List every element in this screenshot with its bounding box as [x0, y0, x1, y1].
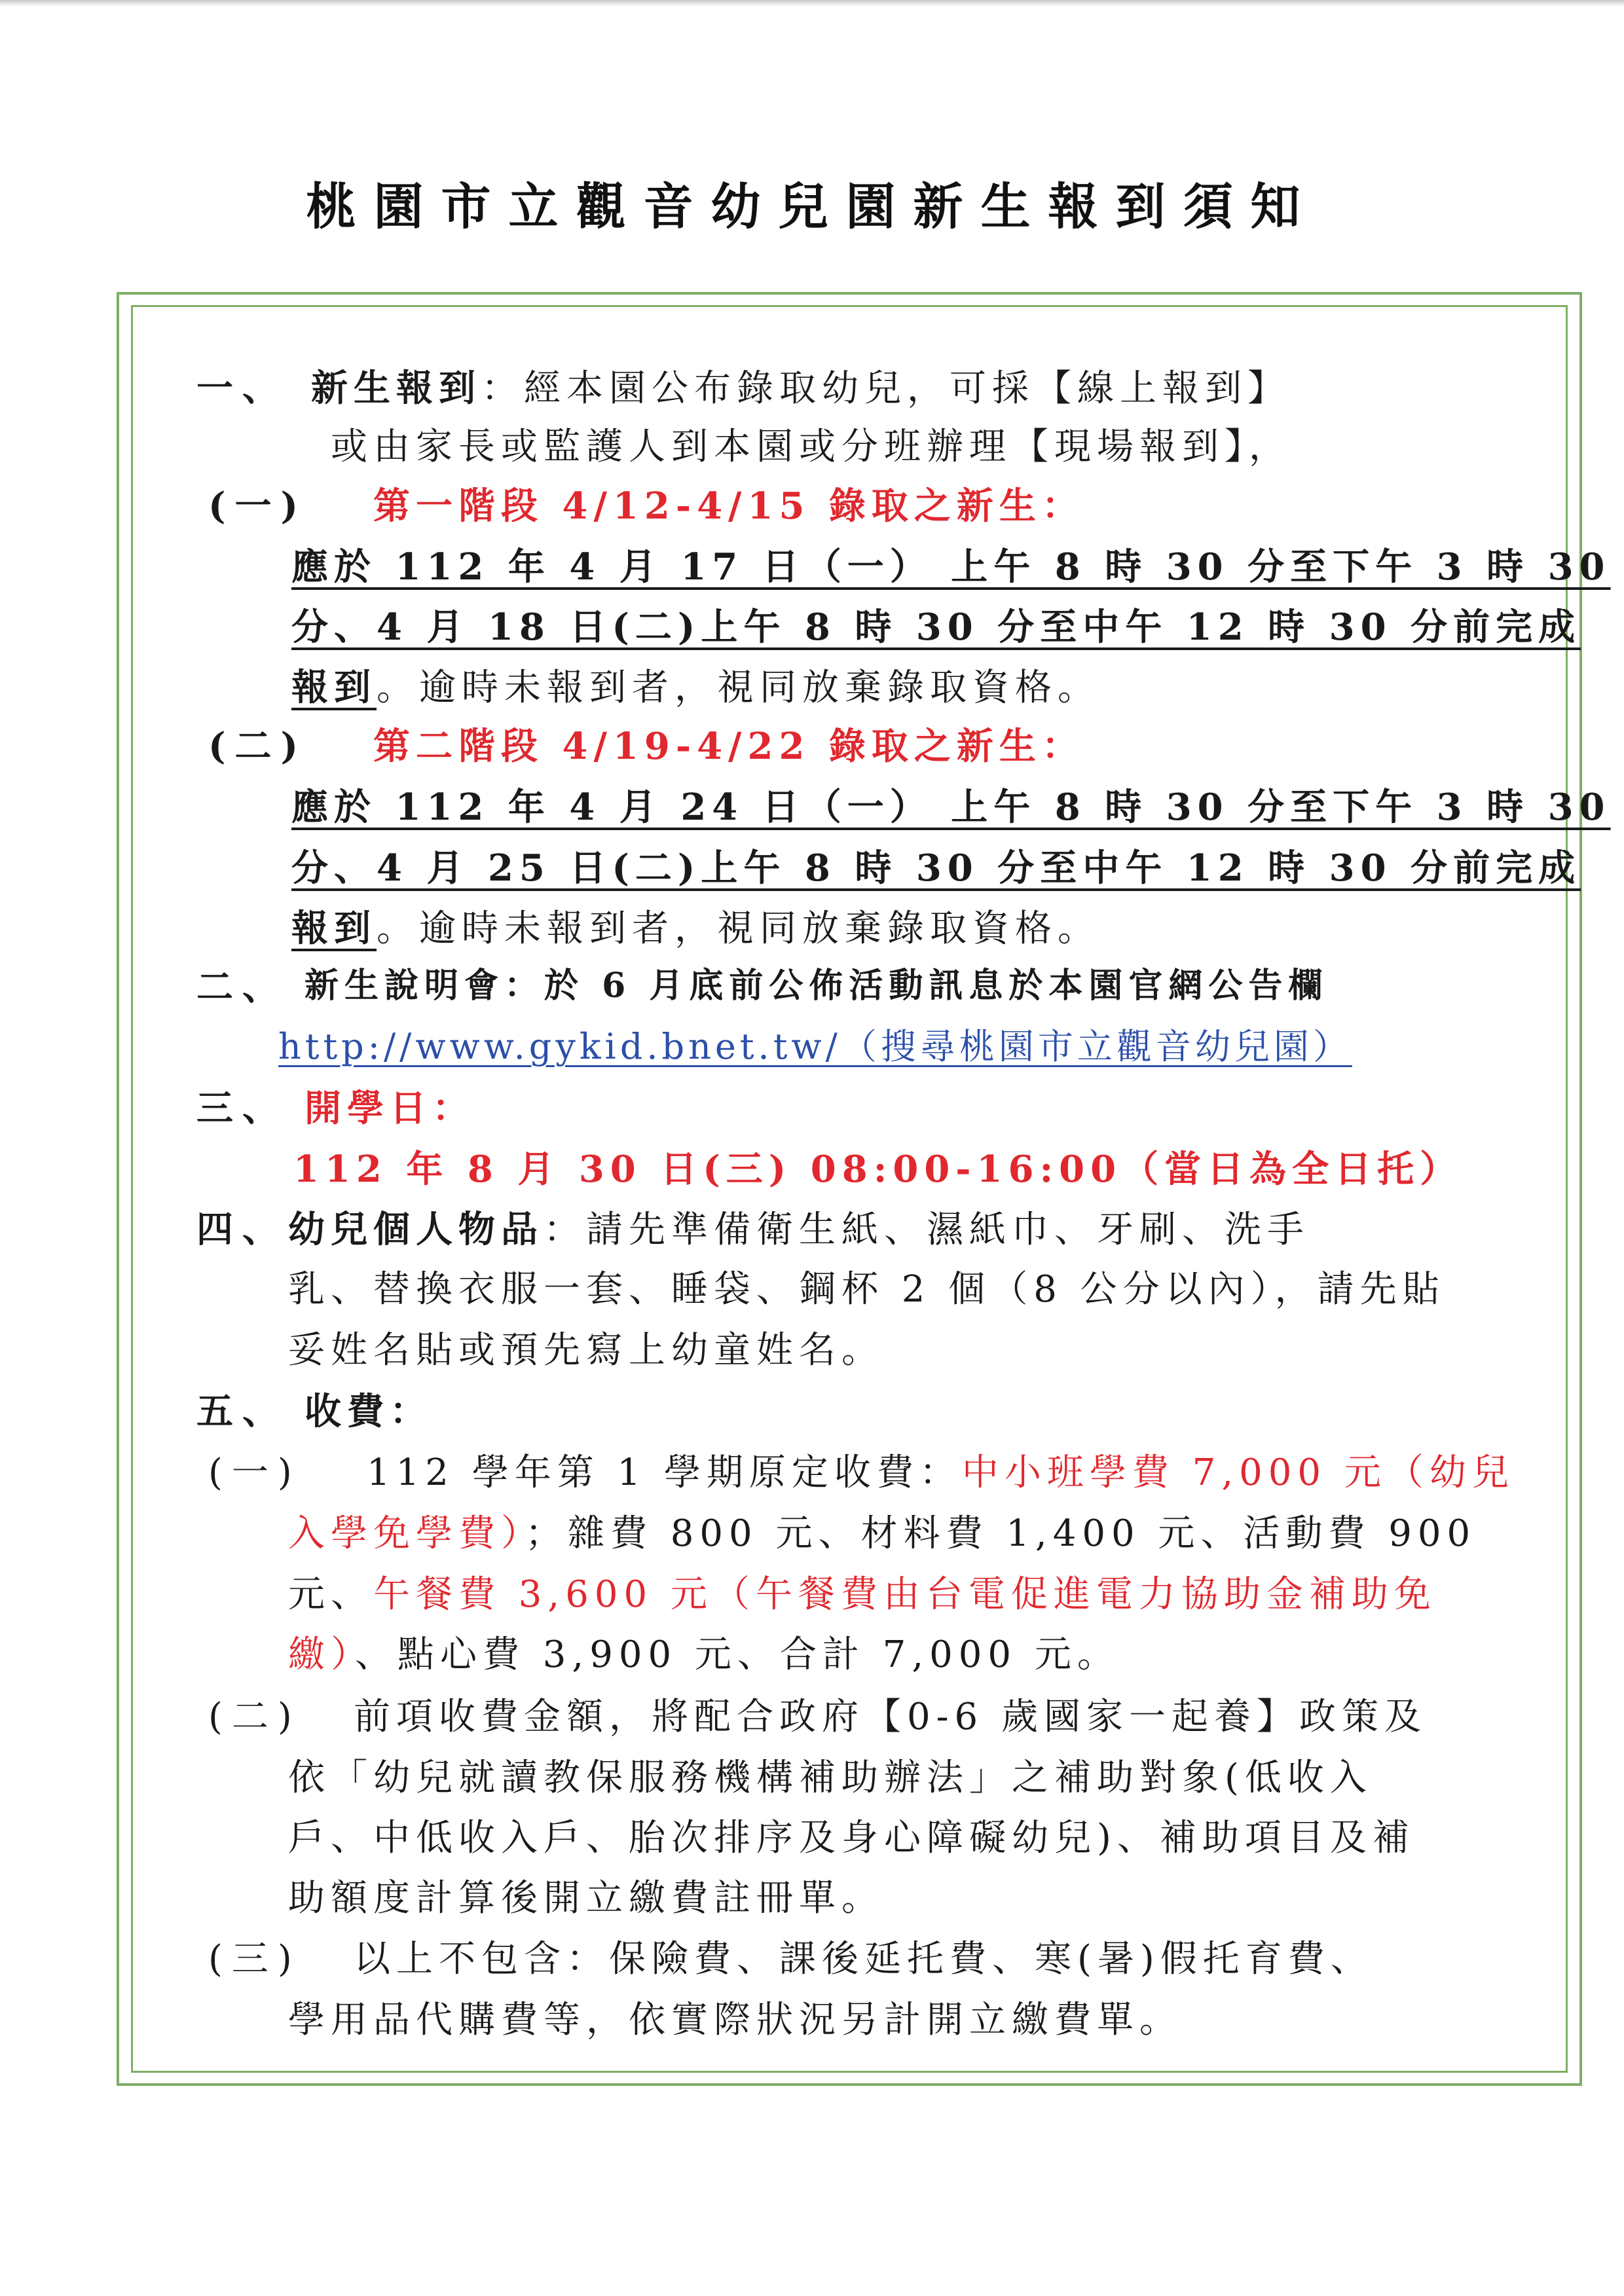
section-1-line-1: [311, 367, 1290, 410]
section-2-number: 二、: [196, 966, 288, 1009]
section-5-heading: 收費：: [304, 1390, 432, 1433]
school-start-date: 112 年 8 月 30 日(三) 08:00-16:00（當日為全日托）: [293, 1148, 1463, 1191]
fee-1-line-1: [367, 1451, 1515, 1494]
phase-1-note: 。逾時未報到者，視同放棄錄取資格。: [377, 666, 1100, 709]
phase-1-report-word: 報到: [291, 666, 377, 709]
fee-2-line-3: 戶、中低收入戶、胎次排序及身心障礙幼兒)、補助項目及補: [288, 1817, 1415, 1859]
phase-2-heading: 第二階段 4/19-4/22 錄取之新生：: [373, 725, 1084, 768]
section-5-number: 五、: [196, 1390, 288, 1433]
scan-edge: [0, 0, 1624, 7]
fee-2-number: (二): [208, 1696, 301, 1738]
fee-1-total: 、點心費 3,900 元、合計 7,000 元。: [355, 1633, 1120, 1676]
section-1-text: ：經本園公布錄取幼兒，可採【線上報到】: [481, 367, 1290, 410]
fee-3-line-1: 以上不包含：保險費、課後延托費、寒(暑)假托育費、: [354, 1938, 1373, 1980]
section-4-line-2: 乳、替換衣服一套、睡袋、鋼杯 2 個（8 公分以內），請先貼: [288, 1268, 1445, 1311]
fee-1-tuition: 中小班學費 7,000 元（幼兒: [961, 1451, 1515, 1494]
phase-1-heading: 第一階段 4/12-4/15 錄取之新生：: [373, 484, 1084, 528]
fee-1-intro: 112 學年第 1 學期原定收費：: [367, 1451, 962, 1494]
fee-1-lunch: 午餐費 3,600 元（午餐費由台電促進電力協助金補助免: [373, 1573, 1437, 1616]
section-3-heading: 開學日：: [304, 1087, 475, 1130]
phase-1-line-3: [291, 666, 1100, 709]
section-4-line-3: 妥姓名貼或預先寫上幼童姓名。: [288, 1329, 884, 1372]
phase-2-number: (二): [208, 725, 307, 768]
phase-2-line-2: 分、4 月 25 日(二)上午 8 時 30 分至中午 12 時 30 分前完成: [291, 847, 1581, 890]
fee-1-number: (一): [208, 1451, 301, 1494]
website-link[interactable]: http://www.gykid.bnet.tw/（搜尋桃園市立觀音幼兒園）: [278, 1026, 1352, 1067]
section-1-heading: 新生報到: [311, 367, 481, 410]
fee-1-tuition-free: 入學免學費）: [288, 1512, 525, 1555]
fee-2-line-4: 助額度計算後開立繳費註冊單。: [288, 1877, 884, 1920]
fee-3-line-2: 學用品代購費等，依實際狀況另計開立繳費單。: [288, 1999, 1182, 2041]
fee-1-line-2: [288, 1512, 1477, 1555]
phase-1-line-2: 分、4 月 18 日(二)上午 8 時 30 分至中午 12 時 30 分前完成: [291, 606, 1581, 649]
section-4-heading: 幼兒個人物品: [288, 1208, 544, 1251]
phase-2-report-word: 報到: [291, 907, 377, 950]
section-4-number: 四、: [196, 1208, 288, 1251]
phase-2-note: 。逾時未報到者，視同放棄錄取資格。: [377, 907, 1100, 950]
fee-1-line-4: [288, 1633, 1120, 1676]
fee-3-number: (三): [208, 1938, 301, 1980]
fee-2-line-2: 依「幼兒就讀教保服務機構補助辦法」之補助對象(低收入: [288, 1757, 1373, 1799]
phase-1-number: (一): [208, 484, 307, 528]
fee-1-line-3: [288, 1573, 1437, 1616]
document-title: 桃園市立觀音幼兒園新生報到須知: [306, 177, 1318, 236]
fee-1-misc: ；雜費 800 元、材料費 1,400 元、活動費 900: [525, 1512, 1477, 1555]
phase-1-line-1: 應於 112 年 4 月 17 日（一） 上午 8 時 30 分至下午 3 時 30: [291, 545, 1611, 589]
section-1-number: 一、: [196, 367, 288, 410]
section-1-line-2: 或由家長或監護人到本園或分班辦理【現場報到】，: [331, 426, 1291, 468]
fee-1-lunch-end: 繳）: [288, 1633, 355, 1676]
phase-2-line-3: [291, 907, 1100, 950]
phase-2-line-1: 應於 112 年 4 月 24 日（一） 上午 8 時 30 分至下午 3 時 30: [291, 786, 1611, 829]
fee-1-unit: 元、: [288, 1573, 373, 1616]
section-4-text: ：請先準備衛生紙、濕紙巾、牙刷、洗手: [544, 1209, 1310, 1251]
section-4-line-1: [288, 1208, 1310, 1251]
fee-2-line-1: 前項收費金額，將配合政府【0-6 歲國家一起養】政策及: [354, 1696, 1427, 1738]
section-3-number: 三、: [196, 1087, 288, 1130]
section-2-text: 新生說明會：於 6 月底前公佈活動訊息於本園官網公告欄: [304, 966, 1329, 1006]
